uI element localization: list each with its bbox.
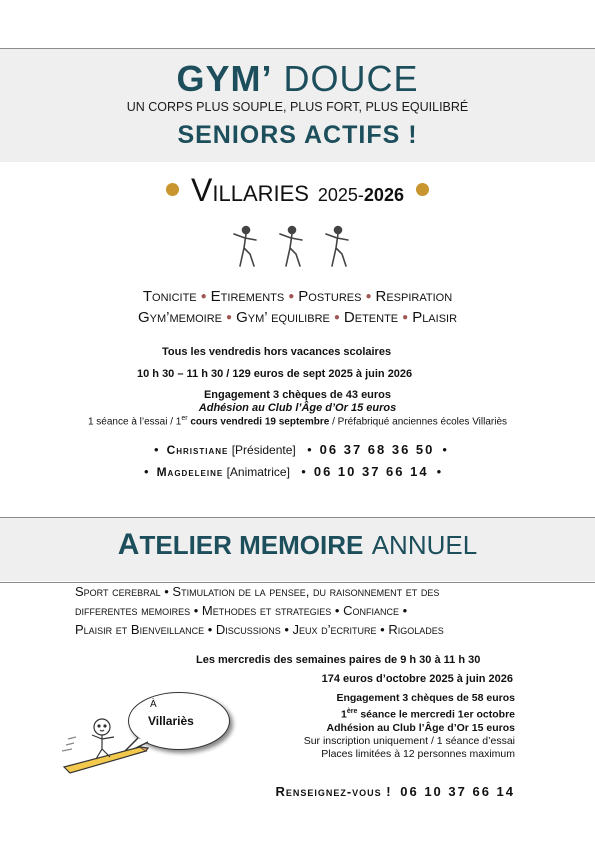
gym-trial	[0, 415, 595, 427]
contact-row	[136, 464, 449, 479]
separator-dot-icon: ●	[333, 312, 340, 323]
separator-dot-icon: ●	[288, 291, 295, 302]
theme-item: Detente	[343, 309, 399, 326]
page-title	[0, 58, 595, 100]
separator-dot-icon: ●	[200, 291, 207, 302]
theme-item: Tonicite	[142, 288, 197, 305]
theme-item: Postures	[298, 288, 362, 305]
theme-item: Respiration	[375, 288, 453, 305]
location-name: Villaries	[191, 172, 309, 208]
title-light: DOUCE	[283, 58, 419, 99]
atelier-title-bold: TELIER MEMOIRE	[139, 530, 364, 560]
bullet-icon: •	[144, 464, 149, 479]
bullet-icon: •	[154, 442, 159, 457]
trial-suffix: / Préfabriqué anciennes écoles Villariès	[329, 416, 508, 428]
atelier-first-session	[304, 705, 515, 722]
bullet-icon: •	[442, 442, 447, 457]
themes-line-2	[0, 309, 595, 326]
year-range	[318, 185, 404, 205]
separator-dot-icon: ●	[402, 312, 409, 323]
topics-line: Sport cerebral • Stimulation de la pensee, du raisonnement et des	[75, 584, 440, 599]
atelier-engagement: Engagement 3 chèques de 58 euros	[336, 692, 515, 704]
trial-prefix: 1 séance à l’essai / 1	[87, 416, 182, 428]
bullet-icon: •	[436, 464, 442, 479]
atelier-places: Places limitées à 12 personnes maximum	[321, 747, 515, 760]
theme-item: Gym’ equilibre	[236, 309, 330, 326]
gym-engagement: Engagement 3 chèques de 43 euros	[203, 389, 392, 401]
atelier-inscription: Sur inscription uniquement / 1 séance d’essai	[303, 734, 515, 747]
atelier-adhesion: Adhésion au Club l’Âge d’Or 15 euros	[326, 721, 515, 734]
contact-row	[146, 442, 455, 457]
year-start: 2025	[317, 185, 358, 205]
bullet-icon: •	[301, 464, 306, 479]
gym-schedule: Tous les vendredis hors vacances scolaires	[162, 346, 392, 358]
contact-name: Magdeleine	[156, 465, 224, 479]
dancer-icon	[234, 227, 256, 267]
contact-role: [Présidente]	[231, 443, 296, 457]
contact-role: [Animatrice]	[226, 465, 290, 479]
theme-item: Gym’memoire	[137, 309, 223, 326]
year-end: 2026	[363, 185, 404, 205]
gym-adhesion: Adhésion au Club l’Âge d’Or 15 euros	[198, 402, 397, 414]
trial-sup: er	[181, 415, 188, 422]
bubble-line-2: Villariès	[148, 714, 194, 728]
tagline: SENIORS ACTIFS !	[177, 121, 418, 149]
separator-dot-icon: ●	[226, 312, 233, 323]
separator-dot-icon: ●	[365, 291, 372, 302]
location-heading	[0, 172, 595, 209]
themes-line-1	[0, 288, 595, 305]
dancer-icon	[326, 227, 348, 267]
atelier-details	[304, 692, 515, 761]
theme-item: Etirements	[210, 288, 285, 305]
bullet-icon: •	[307, 442, 312, 457]
dancer-icon	[280, 227, 302, 267]
footer-phone: 06 10 37 66 14	[400, 784, 515, 799]
contact-phone: 06 10 37 66 14	[313, 464, 429, 479]
dancers-illustration	[228, 224, 360, 270]
bubble-line-1: À	[150, 699, 157, 710]
trial-bold: cours vendredi 19 septembre	[187, 416, 330, 428]
theme-item: Plaisir	[412, 309, 458, 326]
atelier-price: 174 euros d’octobre 2025 à juin 2026	[321, 673, 513, 685]
gold-dot-icon	[166, 183, 179, 196]
first-sup: ère	[346, 708, 358, 715]
pencil-character-illustration	[60, 715, 150, 777]
subtitle: UN CORPS PLUS SOUPLE, PLUS FORT, PLUS EQUILIBRÉ	[126, 100, 469, 114]
year-sep: -	[357, 185, 364, 205]
first-suffix: séance le mercredi 1er octobre	[357, 708, 515, 721]
atelier-topics	[75, 582, 513, 639]
atelier-schedule: Les mercredis des semaines paires de 9 h 30 à 11 h 30	[196, 654, 481, 666]
footer-contact	[275, 784, 515, 799]
contact-phone: 06 37 68 36 50	[319, 442, 435, 457]
gold-dot-icon	[416, 183, 429, 196]
footer-label: Renseignez-vous !	[275, 784, 392, 799]
contact-name: Christiane	[166, 443, 229, 457]
atelier-title	[0, 528, 595, 562]
title-bold: GYM’	[176, 58, 273, 99]
gym-hours: 10 h 30 – 11 h 30 / 129 euros de sept 2025 à juin 2026	[137, 368, 413, 380]
topics-line: differentes memoires • Methodes et strategies • Confiance •	[75, 603, 408, 618]
first-prefix: 1	[341, 708, 347, 721]
topics-line: Plaisir et Bienveillance • Discussions • Jeux d’ecriture • Rigolades	[75, 622, 444, 637]
atelier-title-light: ANNUEL	[371, 530, 478, 560]
atelier-title-initial: A	[117, 528, 140, 561]
